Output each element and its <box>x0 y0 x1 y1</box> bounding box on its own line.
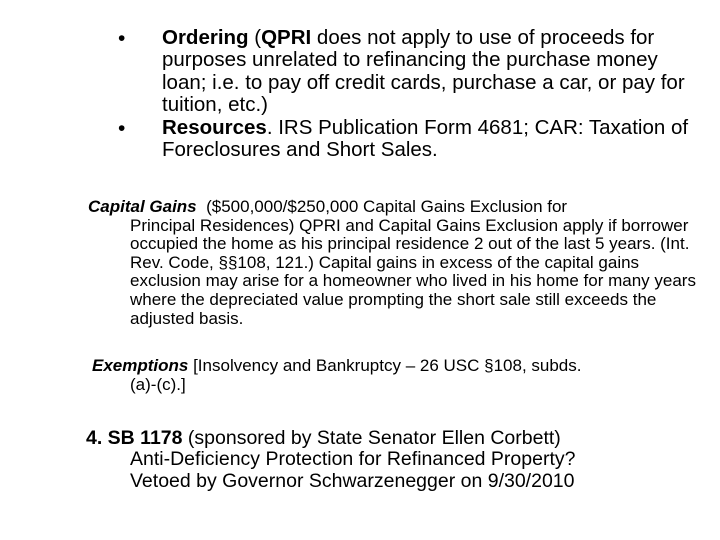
bullet-marker: • <box>118 27 126 50</box>
ordering-label: Ordering <box>162 26 249 49</box>
capital-gains-first-line: ($500,000/$250,000 Capital Gains Exclusion for <box>196 197 568 216</box>
bullet-marker: • <box>118 117 126 140</box>
exemptions-heading: Exemptions <box>92 356 189 375</box>
bullet-ordering <box>162 27 702 116</box>
qpri-label: QPRI <box>261 26 312 49</box>
sb1178-heading: 4. SB 1178 <box>86 427 183 449</box>
resources-text: . IRS Publication Form 4681; CAR: Taxation of Foreclosures and Short Sales. <box>162 116 689 162</box>
sb1178-sponsor: (sponsored by State Senator Ellen Corbett) <box>182 427 561 449</box>
ordering-text-b: does not apply to use of proceeds for purposes unrelated to refinancing the purchase money loan; i.e. to pay off credit cards, purchase a car, or pay for tuition, etc.) <box>162 26 685 116</box>
capital-gains-body: Principal Residences) QPRI and Capital Gains Exclusion apply if borrower occupied the home as his principal residence 2 out of the last 5 years. (Int. Rev. Code, §§108, 121.) Capital gains in excess of the capital gains exclusion may arise for a homeowner who lived in his home for many years where the depreciated value prompting the short sale still exceeds the adjusted basis. <box>130 215 696 328</box>
exemptions-first-line: [Insolvency and Bankruptcy – 26 USC §108, subds. <box>188 356 582 375</box>
capital-gains-paragraph <box>88 198 698 328</box>
capital-gains-heading: Capital Gains <box>88 197 197 216</box>
sb1178-section <box>86 428 706 492</box>
sb1178-veto: Vetoed by Governor Schwarzenegger on 9/30/2010 <box>130 469 575 492</box>
resources-label: Resources <box>162 116 267 139</box>
exemptions-paragraph <box>92 357 702 394</box>
sb1178-title: Anti-Deficiency Protection for Refinanced Property? <box>130 448 576 471</box>
ordering-text-a: ( <box>248 26 262 49</box>
exemptions-body: (a)-(c).] <box>130 374 186 394</box>
bullet-resources <box>162 117 702 162</box>
